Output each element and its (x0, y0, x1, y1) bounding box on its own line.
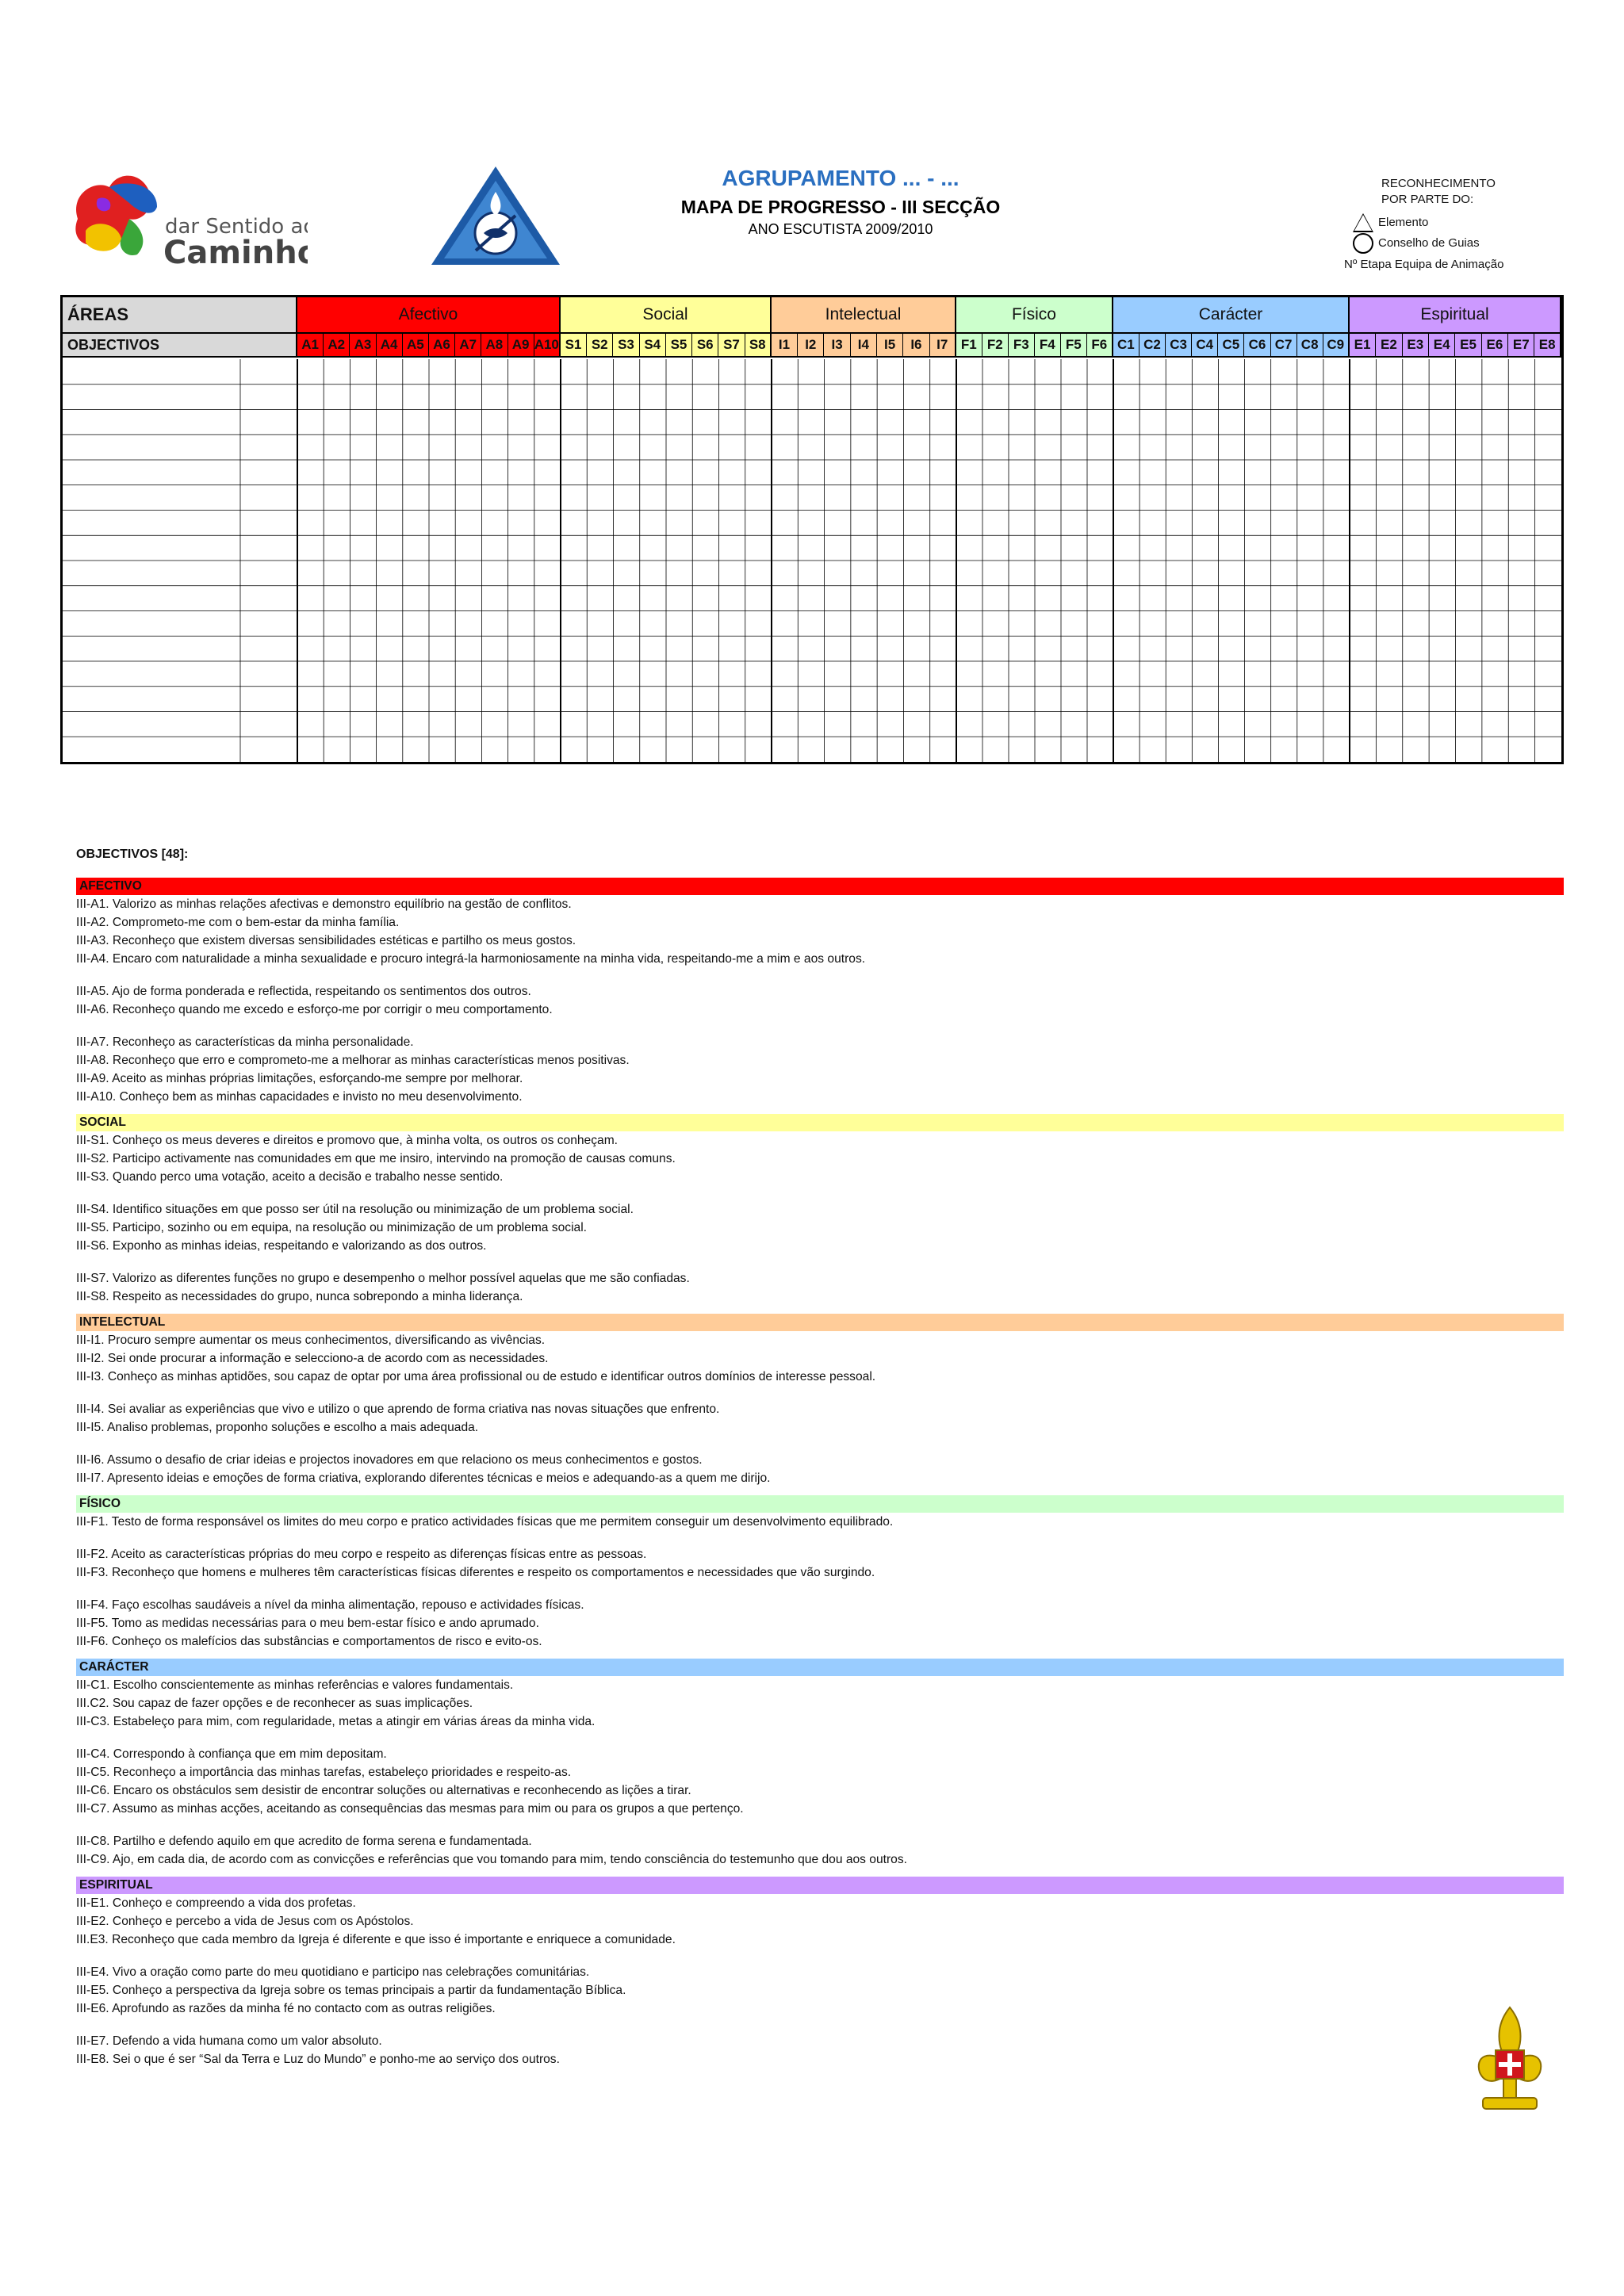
objective-item: III-E7. Defendo a vida humana como um valor absoluto. (76, 2034, 382, 2048)
progress-grid (60, 295, 1564, 764)
objective-code-a5: A5 (403, 334, 429, 356)
legend-council (1348, 233, 1586, 254)
section-triangle-logo (428, 163, 563, 268)
objective-item: III-F3. Reconheço que homens e mulheres têm características físicas diferentes e respeito os comportamentos e necessidades que vão surgindo. (76, 1566, 875, 1579)
recognition-legend (1344, 176, 1586, 273)
section-bar-carácter: CARÁCTER (76, 1659, 1564, 1676)
objective-item: III-I5. Analiso problemas, proponho soluções e escolho a mais adequada. (76, 1421, 479, 1434)
objectives-list (76, 845, 1564, 2068)
objective-code-s7: S7 (718, 334, 745, 356)
objective-code-a10: A10 (534, 334, 561, 356)
objective-item: III-A10. Conheço bem as minhas capacidades e invisto no meu desenvolvimento. (76, 1090, 523, 1104)
objective-item: III-F6. Conheço os malefícios das substâncias e comportamentos de risco e evito-os. (76, 1635, 542, 1648)
objective-code-s5: S5 (666, 334, 692, 356)
objective-item: III-F1. Testo de forma responsável os limites do meu corpo e pratico actividades físicas que me permitem conseguir um desenvolvimento equilibrado. (76, 1515, 894, 1529)
objective-code-f6: F6 (1087, 334, 1113, 356)
scout-year: ANO ESCUTISTA 2009/2010 (748, 221, 933, 237)
objective-item: III-F5. Tomo as medidas necessárias para o meu bem-estar físico e ando aprumado. (76, 1617, 539, 1630)
objective-item: III-S2. Participo activamente nas comunidades em que me insiro, intervindo na promoção de causas comuns. (76, 1152, 676, 1165)
objective-code-f3: F3 (1009, 334, 1035, 356)
objective-item: III-E1. Conheço e compreendo a vida dos profetas. (76, 1896, 356, 1910)
objectives-label: OBJECTIVOS (63, 334, 297, 356)
legend-council-label: Conselho de Guias (1378, 236, 1480, 250)
objective-code-c8: C8 (1297, 334, 1323, 356)
objectives-title: OBJECTIVOS [48]: (76, 848, 189, 861)
objective-item: III-C7. Assumo as minhas acções, aceitando as consequências das mesmas para mim ou para os grupos a que pertenço. (76, 1802, 744, 1816)
area-header-espiritual: Espiritual (1350, 297, 1561, 332)
cne-badge-logo (1472, 2001, 1548, 2128)
objective-item: III-I7. Apresento ideias e emoções de forma criativa, explorando diferentes técnicas e meios e adequando-as a quem me dirijo. (76, 1471, 771, 1485)
objective-code-c5: C5 (1218, 334, 1244, 356)
objective-code-e1: E1 (1350, 334, 1376, 356)
logo-text-line2: Caminho (163, 235, 308, 271)
objective-item: III-C6. Encaro os obstáculos sem desistir de encontrar soluções ou alternativas e reconhecendo as lições a tirar. (76, 1784, 691, 1797)
objective-item: III-S6. Exponho as minhas ideias, respeitando e valorizando as dos outros. (76, 1239, 487, 1253)
objective-item: III-A4. Encaro com naturalidade a minha sexualidade e procuro integrá-la harmoniosamente na minha vida, respeitando-me a mim e aos outros. (76, 952, 866, 966)
objective-code-a7: A7 (455, 334, 481, 356)
objective-item: III-E5. Conheço a perspectiva da Igreja sobre os temas principais a partir da fundamentação Bíblica. (76, 1984, 626, 1997)
objective-code-c2: C2 (1139, 334, 1166, 356)
objective-code-i4: I4 (851, 334, 877, 356)
objective-code-c4: C4 (1192, 334, 1218, 356)
objective-code-s1: S1 (561, 334, 587, 356)
objective-item: III-A7. Reconheço as características da minha personalidade. (76, 1035, 414, 1049)
objective-item: III-I2. Sei onde procurar a informação e selecciono-a de acordo com as necessidades. (76, 1352, 549, 1365)
objective-code-e6: E6 (1482, 334, 1508, 356)
objective-item: III-I4. Sei avaliar as experiências que vivo e utilizo o que aprendo de forma criativa nas novas situações que enfrento. (76, 1402, 720, 1416)
objective-item: III-E8. Sei o que é ser “Sal da Terra e Luz do Mundo” e ponho-me ao serviço dos outros. (76, 2053, 560, 2066)
objective-item: III-C4. Correspondo à confiança que em mim depositam. (76, 1747, 387, 1761)
objective-code-i3: I3 (824, 334, 850, 356)
objective-item: III.C2. Sou capaz de fazer opções e de reconhecer as suas implicações. (76, 1697, 473, 1710)
objective-item: III-A1. Valorizo as minhas relações afectivas e demonstro equilíbrio na gestão de conflitos. (76, 897, 572, 911)
logo-text-line1: dar Sentido ao (165, 215, 308, 239)
objective-item: III-C8. Partilho e defendo aquilo em que acredito de forma serena e fundamentada. (76, 1835, 532, 1848)
objective-item: III-E4. Vivo a oração como parte do meu quotidiano e participo nas celebrações comunitárias. (76, 1965, 590, 1979)
objective-code-a6: A6 (429, 334, 455, 356)
objective-code-c1: C1 (1113, 334, 1139, 356)
section-bar-afectivo: AFECTIVO (76, 878, 1564, 895)
objective-code-a4: A4 (377, 334, 403, 356)
objective-code-a8: A8 (481, 334, 508, 356)
area-header-afectivo: Afectivo (297, 297, 561, 332)
objective-item: III-C3. Estabeleço para mim, com regularidade, metas a atingir em várias áreas da minha vida. (76, 1715, 596, 1728)
objective-item: III-I3. Conheço as minhas aptidões, sou capaz de optar por uma área profissional ou de estudo e identificar outros domínios de interesse pessoal. (76, 1370, 876, 1383)
objective-code-s8: S8 (745, 334, 772, 356)
objective-item: III-A5. Ajo de forma ponderada e reflectida, respeitando os sentimentos dos outros. (76, 985, 531, 998)
objective-item: III-S1. Conheço os meus deveres e direitos e promovo que, à minha volta, os outros os conheçam. (76, 1134, 619, 1147)
objective-item: III.E3. Reconheço que cada membro da Igreja é diferente e que isso é importante e enriquece a comunidade. (76, 1933, 676, 1946)
section-bar-intelectual: INTELECTUAL (76, 1314, 1564, 1331)
legend-footer: Nº Etapa Equipa de Animação (1344, 258, 1504, 271)
area-header-físico: Físico (956, 297, 1113, 332)
objective-code-c7: C7 (1271, 334, 1297, 356)
objective-code-a1: A1 (297, 334, 324, 356)
circle-icon (1353, 233, 1373, 254)
objective-item: III-C1. Escolho conscientemente as minhas referências e valores fundamentais. (76, 1678, 514, 1692)
objective-item: III-A6. Reconheço quando me excedo e esforço-me por corrigir o meu comportamento. (76, 1003, 553, 1016)
grid-lines (63, 297, 1564, 764)
objective-item: III-F4. Faço escolhas saudáveis a nível da minha alimentação, repouso e actividades físicas. (76, 1598, 584, 1612)
objective-item: III-A2. Comprometo-me com o bem-estar da minha família. (76, 916, 400, 929)
section-bar-físico: FÍSICO (76, 1495, 1564, 1513)
objective-code-i2: I2 (798, 334, 824, 356)
objective-code-f2: F2 (982, 334, 1009, 356)
triangle-icon (1353, 213, 1373, 232)
objective-code-a2: A2 (324, 334, 350, 356)
area-header-intelectual: Intelectual (772, 297, 956, 332)
objective-code-e5: E5 (1455, 334, 1481, 356)
objective-item: III-I1. Procuro sempre aumentar os meus conhecimentos, diversificando as vivências. (76, 1334, 546, 1347)
objective-code-c9: C9 (1323, 334, 1350, 356)
objective-code-i6: I6 (903, 334, 929, 356)
objective-code-a3: A3 (350, 334, 376, 356)
objective-item: III-A3. Reconheço que existem diversas sensibilidades estéticas e partilho os meus gostos. (76, 934, 576, 947)
objective-code-s2: S2 (587, 334, 613, 356)
title-block (555, 165, 1126, 239)
objective-item: III-C5. Reconheço a importância das minhas tarefas, estabeleço prioridades e respeito-as. (76, 1766, 572, 1779)
objective-code-s3: S3 (613, 334, 639, 356)
objective-code-s6: S6 (692, 334, 718, 356)
objective-item: III-I6. Assumo o desafio de criar ideias e projectos inovadores em que relaciono os meus conhecimentos e gostos. (76, 1453, 703, 1467)
objective-code-s4: S4 (640, 334, 666, 356)
objective-code-e8: E8 (1534, 334, 1561, 356)
objective-code-c6: C6 (1244, 334, 1270, 356)
objective-code-i7: I7 (930, 334, 956, 356)
objective-item: III-A8. Reconheço que erro e comprometo-me a melhorar as minhas características menos positivas. (76, 1054, 630, 1067)
legend-element (1348, 212, 1586, 233)
objective-item: III-S5. Participo, sozinho ou em equipa, na resolução ou minimização de um problema social. (76, 1221, 588, 1234)
objective-item: III-C9. Ajo, em cada dia, de acordo com as convicções e referências que vou tomando para mim, tendo consciência do testemunho que dou aos outros. (76, 1853, 907, 1866)
objective-code-e4: E4 (1429, 334, 1455, 356)
objective-item: III-S4. Identifico situações em que posso ser útil na resolução ou minimização de um problema social. (76, 1203, 634, 1216)
recognition-line2: POR PARTE DO: (1381, 193, 1474, 206)
objective-item: III-S7. Valorizo as diferentes funções no grupo e desempenho o melhor possível aquelas que me são confiadas. (76, 1272, 690, 1285)
objective-item: III-E2. Conheço e percebo a vida de Jesus com os Apóstolos. (76, 1915, 414, 1928)
area-header-carácter: Carácter (1113, 297, 1350, 332)
objective-code-f1: F1 (956, 334, 982, 356)
objective-code-a9: A9 (508, 334, 534, 356)
page-subtitle: MAPA DE PROGRESSO - III SECÇÃO (680, 197, 1001, 217)
objective-code-f4: F4 (1035, 334, 1061, 356)
legend-element-label: Elemento (1378, 216, 1429, 229)
objective-item: III-E6. Aprofundo as razões da minha fé no contacto com as outras religiões. (76, 2002, 496, 2015)
objective-item: III-F2. Aceito as características próprias do meu corpo e respeito as diferenças físicas entre as pessoas. (76, 1548, 647, 1561)
areas-label: ÁREAS (63, 297, 297, 332)
objective-code-e2: E2 (1376, 334, 1402, 356)
objective-code-e7: E7 (1508, 334, 1534, 356)
page-title: AGRUPAMENTO ... - ... (722, 166, 959, 190)
objective-code-f5: F5 (1061, 334, 1087, 356)
objective-item: III-S8. Respeito as necessidades do grupo, nunca sobrepondo a minha liderança. (76, 1290, 523, 1303)
objective-code-i5: I5 (877, 334, 903, 356)
objective-item: III-A9. Aceito as minhas próprias limitações, esforçando-me sempre por melhorar. (76, 1072, 523, 1085)
recognition-line1: RECONHECIMENTO (1381, 177, 1496, 190)
objective-code-c3: C3 (1166, 334, 1192, 356)
dar-sentido-ao-caminho-logo (62, 163, 308, 274)
objective-item: III-S3. Quando perco uma votação, aceito a decisão e trabalho nesse sentido. (76, 1170, 504, 1184)
area-header-social: Social (561, 297, 772, 332)
section-bar-espiritual: ESPIRITUAL (76, 1877, 1564, 1894)
section-bar-social: SOCIAL (76, 1114, 1564, 1131)
objective-code-i1: I1 (772, 334, 798, 356)
objective-code-e3: E3 (1403, 334, 1429, 356)
